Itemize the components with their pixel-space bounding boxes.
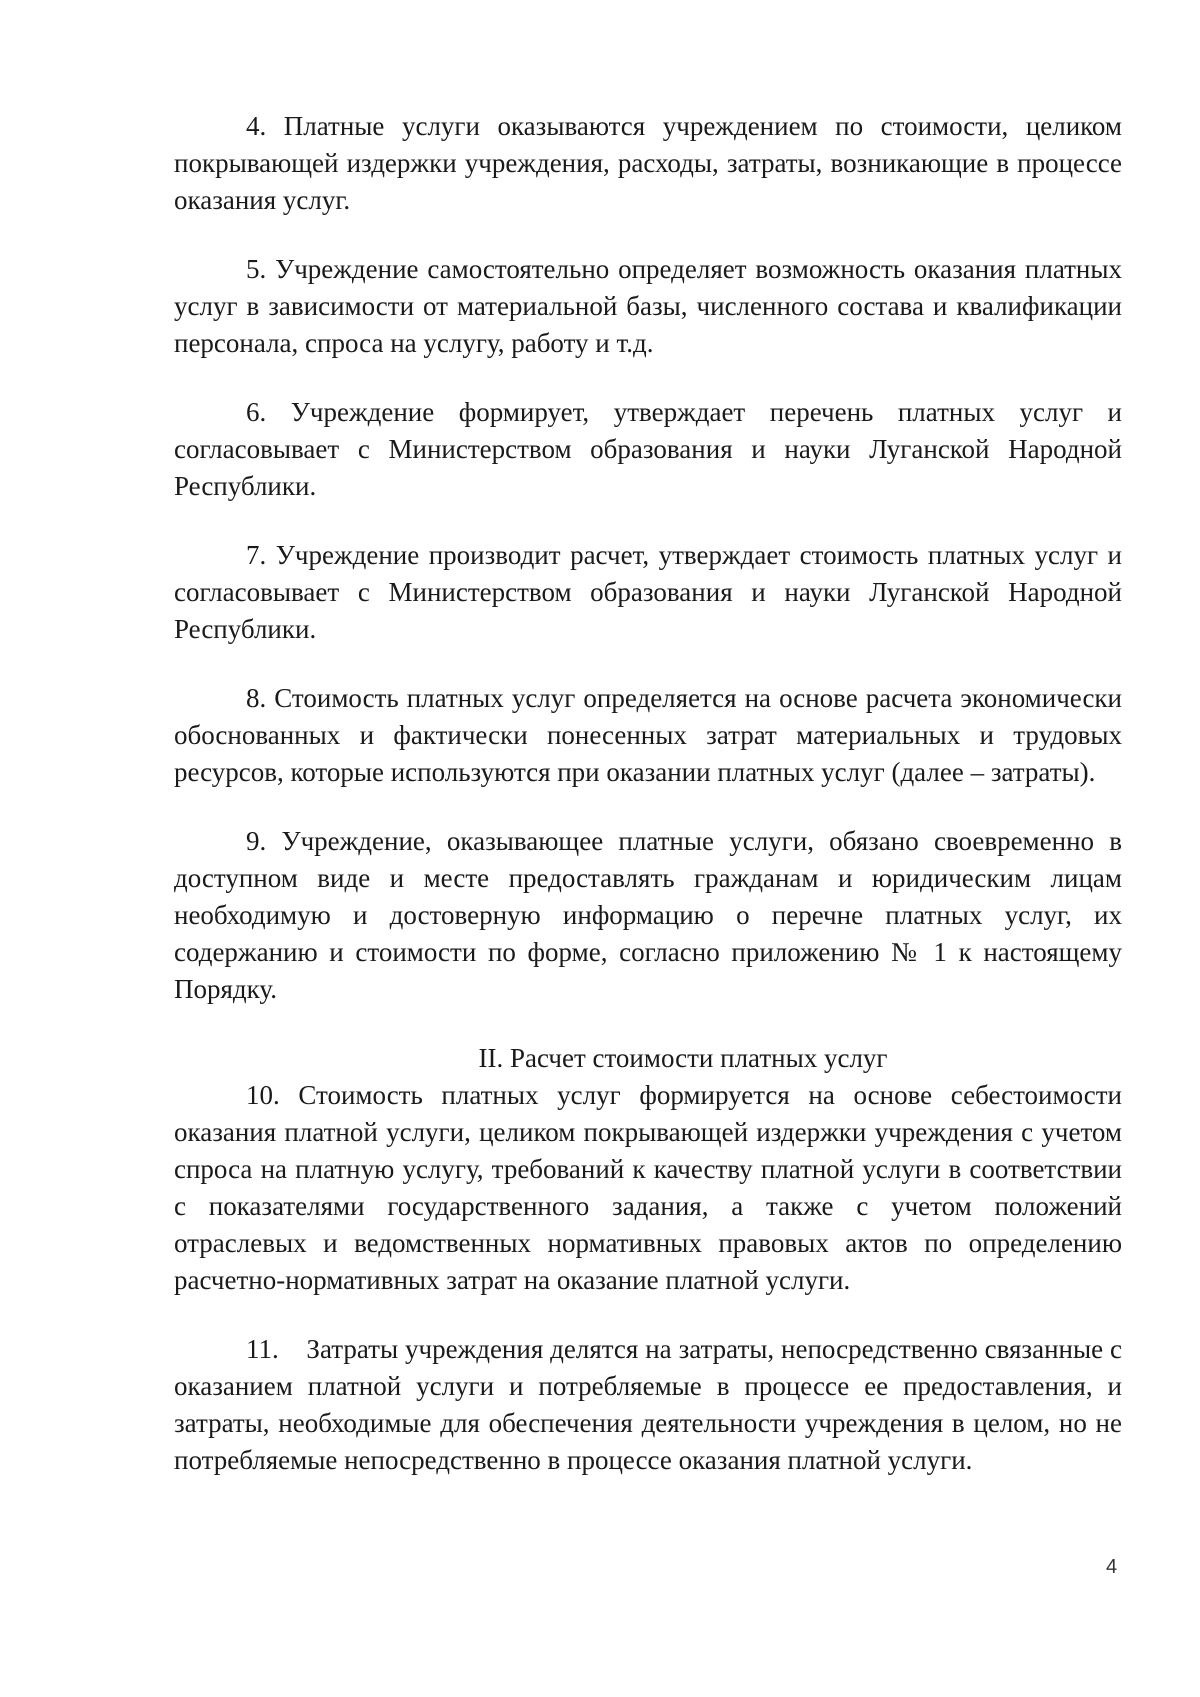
paragraph-gap xyxy=(174,648,1122,680)
paragraph-6: 6. Учреждение формирует, утверждает перечень платных услуг и согласовывает с Министерством образования и науки Луганской Народной Республики. xyxy=(174,397,1122,501)
paragraph-gap xyxy=(174,505,1122,537)
paragraph-7: 7. Учреждение производит расчет, утверждает стоимость платных услуг и согласовывает с Министерством образования и науки Луганской Народной Республики. xyxy=(174,540,1122,644)
paragraph-gap xyxy=(174,1008,1122,1040)
paragraph-gap xyxy=(174,219,1122,251)
paragraph-5: 5. Учреждение самостоятельно определяет возможность оказания платных услуг в зависимости от материальной базы, численного состава и квалификации персонала, спроса на услугу, работу и т.д. xyxy=(174,254,1122,358)
document-page xyxy=(174,108,1129,1479)
paragraph-10: 10. Стоимость платных услуг формируется на основе себестоимости оказания платной услуги, целиком покрывающей издержки учреждения с учетом спроса на платную услугу, требований к качеству платной услуги в соответствии с показателями государственного задания, а также с учетом положений отраслевых и ведомственных нормативных правовых актов по определению расчетно-нормативных затрат на оказание платной услуги. xyxy=(174,1080,1122,1295)
paragraph-11: 11. Затраты учреждения делятся на затраты, непосредственно связанные с оказанием платной услуги и потребляемые в процессе ее предоставления, и затраты, необходимые для обеспечения деятельности учреждения в целом, но не потребляемые непосредственно в процессе оказания платной услуги. xyxy=(174,1334,1129,1475)
paragraph-gap xyxy=(174,1299,1122,1331)
paragraph-9: 9. Учреждение, оказывающее платные услуги, обязано своевременно в доступном виде и месте предоставлять гражданам и юридическим лицам необходимую и достоверную информацию о перечне платных услуг, их содержанию и стоимости по форме, согласно приложению № 1 к настоящему Порядку. xyxy=(174,826,1122,1004)
section-heading: II. Расчет стоимости платных услуг xyxy=(478,1043,888,1073)
page-number: 4 xyxy=(1106,1556,1118,1578)
paragraph-4: 4. Платные услуги оказываются учреждением по стоимости, целиком покрывающей издержки учреждения, расходы, затраты, возникающие в процессе оказания услуг. xyxy=(174,111,1122,215)
paragraph-8: 8. Стоимость платных услуг определяется на основе расчета экономически обоснованных и фактически понесенных затрат материальных и трудовых ресурсов, которые используются при оказании платных услуг (далее – затраты). xyxy=(174,683,1122,787)
paragraph-gap xyxy=(174,791,1122,823)
paragraph-gap xyxy=(174,362,1122,394)
